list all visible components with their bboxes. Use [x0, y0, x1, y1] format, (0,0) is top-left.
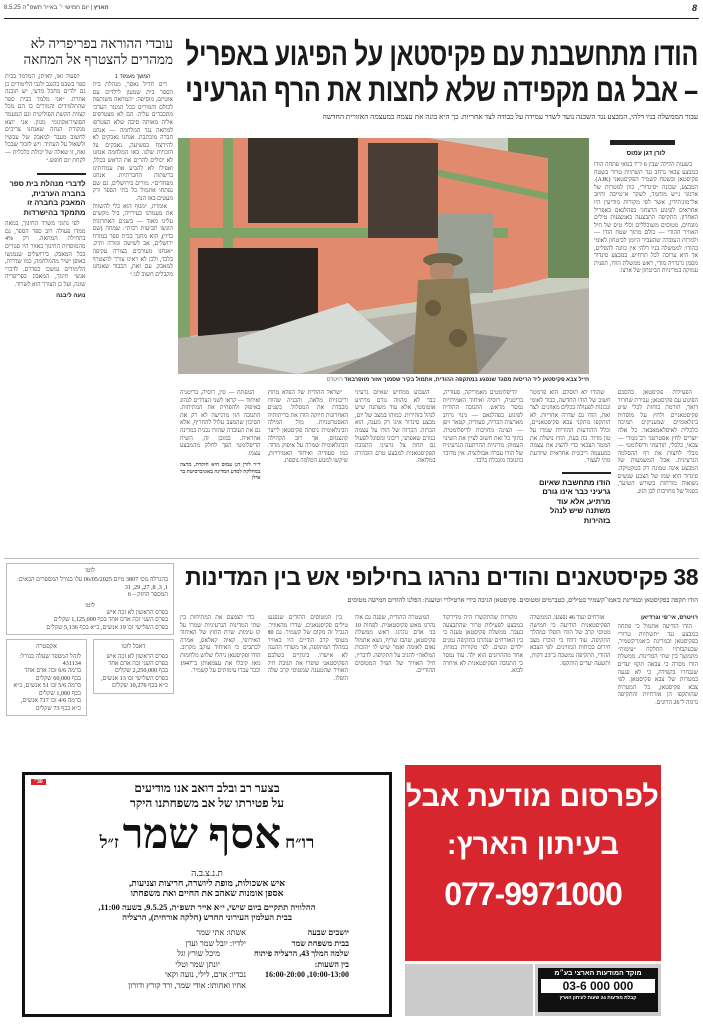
column [355, 390, 436, 552]
caption-line [327, 377, 589, 383]
headline-line-2-wrap [180, 72, 698, 108]
promo-phone-wrap [405, 869, 661, 919]
prize-line: 431134 [62, 660, 81, 668]
main-subhead-wrap [180, 112, 698, 121]
headline-line-2: – אבל גם מקפידה שלא לחצות את הרף הגרעיני [185, 72, 698, 108]
page-number: 8 [691, 3, 697, 13]
column [180, 390, 261, 552]
column [268, 390, 349, 552]
byline-bar [610, 140, 675, 145]
name: אסף שמר [122, 812, 282, 858]
shiva-line: 16:00-20:00 ,10:00-13:00 [265, 970, 349, 979]
ad-center-label [538, 968, 658, 1012]
subhead-rule [37, 173, 85, 175]
column-text [93, 82, 174, 279]
paragraph: לפי נתוני משרד החינוך, במאה ממדו פעולה רוב ספר הספר, גם בתחילת המחאה. רק 4% מהמוסדות החינוך באזור היו סגורים בכל המאבק. בירושלים שגמגשו באופן ישיר מהמלחמה, כמו שדרות, הלימודים נמשכו כסדרם. לדברי אנשי חינוך, המאבק בפריפריה שונה, ועל כן הצורך הוא לשרוד. [5, 221, 86, 288]
family-line: יונתן שמר וטלי [175, 959, 220, 969]
second-subhead: הודו תקפה בפקיסטאן ובמרינת כ'אמו־קשמיר בטילים, כטב"מים ומטוסים. פקיסטאן הגיבה בירי ארטילרי וטוענת: הפלנו להודים חמישה מטוסים [347, 597, 698, 604]
paragraph: רים חדיל נאסר, מנהלת בית הספר בית שמעון לילדים עם אוטיזם, מוסיפה: ״המחאה משותפת לכולם והמורים בכל המגזר הערבי מתכבדים עליה. הם לא מצטרפים אליה מאותה סיבה שלא הצטרפו למחאה נגד המלחמה — אנחנו חברה מוכתבת. אנחנו נאבקים לא להירצח בפשיעה, נאבקים על הזכויות שלנו. באו המלחמה אנחנו לא יכולים להרים את הראש בכלל, ואפילו לא להביע את עמדותינו ברשתות החברתיות. אנחנו מפחדים״. מורים בירושלים, גם שם נפתחו אתמול כל בתי הספר ורק מעטים באו הנה. [92, 82, 173, 202]
extra-box [6, 639, 87, 716]
shiva-line: בין השעות: [314, 959, 349, 969]
author-note: ד״ר לורן דגן עמוס היא חוקרת, מרצה במחלקה למדע המדינה באוניברסיטת בר אילן [180, 462, 261, 482]
column-text [5, 74, 86, 165]
lottery-area [6, 563, 174, 716]
reporter: נועה ליבנה [56, 293, 86, 300]
pull-quote-rule [562, 472, 610, 474]
right-column-text [594, 162, 698, 384]
prize-line: ברמה 4/6 זכו 717 אנשים, כ״א בכף 73 שקלים [20, 697, 81, 712]
family-list [35, 928, 246, 991]
column [443, 615, 524, 753]
deceased-name [25, 813, 389, 866]
column-text [5, 221, 86, 289]
side-columns [5, 74, 173, 554]
ad-line: בצער רב ובלב דואב אנו מודיעים [134, 781, 280, 795]
main-headline [180, 36, 698, 108]
column [530, 390, 611, 552]
paragraph: הפעילות פקיסטאן בהסכם הפיגוע עם פקיסטאן; עבירת שחרור דואר, הזרמת כוחות לכלי שיט פקיסטאניים ולחץ על מוסדות בינלאומיים שמעניקים תמיכה כלכלית לאיסלאמאבאד. כל אלה יוצרים לחץ אסטרטגי רב־ממדי — צבאי, כלכלי, תודעתי ודיפלומטי — מבלי לחצות את רף ההסלמה הגרעינית. אבל המשמעות של המבצע אינה טמונה רק בטקטיקה. סינדור הוא שמו של הצבע שנשים נשואות מורחות בשורש השיער, כסמל של מחויבות לבן הזוג. [617, 390, 698, 495]
ad-center-note: קבלת מודעות 24 שעות לעיתון הארץ [559, 996, 637, 1001]
paragraph: השבוע ממחיש שאיום גרעיני כבר לא מהווה גורם מרתיע אוטומטי, אלא עוד משתנה שיש לנהל בזהירות. כמוהו במצב של יום, מבצע סינדור אינו רק מענה, הוא הכרזה. הכרזה של הודו על עצמה כגורם שאפתני, ריבוני ומסוגל לפעול גם תחת צל גרעיני. התגובה הפקיסטאנית למבצע טרם הובהרה במלואה. [355, 390, 436, 465]
prize-line: בפרס הראשון לא זכה איש [106, 609, 168, 617]
paragraph: אומרת, ״מנוף הוא כלי להשוות את מעמדנו בעירייה, ביל מקשים עלינו מאוד — בשנים האחרונות הוגשו תביעות רבות״. שמחה (שם בדוי), הוא מחנך בבית ספר במזרח ירושלים, אב לשישה ומורה ותיק. ״אנחנו מעורבים בצורה עקיפה בלבד, ולכן לא ראינו צורך להצטרף למאבק. עם זאת, הכבוד שאנחנו מקבלים חשוב לנו.״ [92, 203, 173, 278]
lotto-subtitle: לוטו [85, 601, 95, 609]
caption-text: חייל צבא פקיסטאן ליד הריסות מסגד שנפגע במתקפה ההודית, אתמול בקיר שסמוך אזור מוזפרבאד [344, 377, 589, 383]
date-line: יום חמישי י׳ באייר תשפ״ה 8.5.25 [4, 5, 89, 11]
prize-line: לזהל המספר שעלה בגורל: [19, 652, 81, 660]
shiva-line: שלמה המלך 43, הרצליה פיתוח [253, 949, 349, 958]
paragraph: המפתח — סין, רוסיה, בריטניה ואיחוד — קראו לשני הצדדים לנהוג באיפוק ולהפחית את המתיחות. התגובה הזו מדגישה לא רק את הסיכון שהמצב עלול להחריף, אלא גם את העובדה שהודו נבנית כמדינה אחראית. במובן זה, השיח הדיפלומטי הפך לחלק מהמבצע עצמו. [180, 390, 261, 457]
family-line: אשתו: אתי שמר [196, 928, 246, 937]
name-prefix: רו״ח [285, 833, 315, 852]
column [355, 615, 436, 753]
prize-line: ברמה 6/6 זכה אדם אחד [24, 667, 81, 675]
headline-line-1: הודו מתחשבנת עם פקיסטאן על הפיגוע באפריל [185, 36, 698, 72]
paragraph: שהודו לא תוסלם. הוא פרמטר חשוב של הודו החדשה, כבוד לאומי ונכונות לפעולה בכלים מאוזנים. לצד זאת, הודו גם שדרה אחריות. לא הותקפו מתקני צבא פקיסטאניים, וכלל ההודעות ההודיות שמרו על טון מדוד. בה בעת, הודו נושלת את הממד הצבאי כדי להציג את עצמה כמעצמה ריבונית אחראית שיודעת מתי לעצור. [530, 390, 611, 465]
prize-line: בכף 60,000 שקלים [35, 674, 81, 682]
ad-line: ת.נ.צ.ב.ה [191, 868, 223, 878]
ad-line: איש אשכולות, מופת ליושרה, חריצות וצניעות, [128, 878, 286, 888]
second-headline: 38 פקיסטאנים והודים נהרגו בחילופי אש בין המדינות [185, 564, 698, 590]
headline-line-1-wrap [180, 36, 698, 72]
byline: לורן דגן עמוס [626, 150, 666, 157]
ad-line: על פטירתו של אב משפחתנו היקר [129, 796, 285, 810]
prize-line: בפרס השלישי זכו 19 אנשים, כ״א בכף 5,136 שקלים [46, 623, 168, 631]
paragraph: המשטרה ההודית, שפנה גם אלו נהרגו מאש פקיסטאנית. לפחות 10 בני אדם נהרגו. ראש ממשלת פקיסטאן, שהבז שריף, נשא אתמול נאום לאומה ואמר שיש לו ״הזכות המלאה״ להגיב על התקיפה. לדבריו, חיל האוויר של הפיל המטוסים ההודיים. [355, 615, 436, 675]
main-photo [178, 138, 589, 374]
promo-line: בעיתון הארץ: [446, 829, 620, 861]
lotto-text: בהגרלה מס׳ 3807 מיום 06/05/2025 עלו בגורל המספרים הבאים: [17, 576, 168, 584]
paragraph: לדיפלומטים מאמריקה, סעודיה, בריטניה, רוסיה ואיחוד האמירויות נמסר מראש. התגובה ההודית לפיגוע בפהלגאם — גינוי נרחב מארצות הברית, סעודיה, קטאר ויפן — הציגה מחויבות לדיפלומטיה. בתוך כל זאת חשוב לציין את השינוי העמוק: מדיניות ההרתעה הגרעינית של הודו עברה אבולוציה. אין מדובר בתגובה מוגבלת בלבד. [442, 390, 523, 465]
paragraph: בשעות הלילה שבין 6 ל־7 במאי פתחה הודו במבצע צבאי נרחב נגד תשתיות טרור בשטח פקיסטאן ובשטח קשמיר הפקיסטאני (AJK). המבצע, שכונה ״סינדור״, כוון למטרות של ארגוני ג׳יש מוחמד, לשקר א־טייבה וחיזב אל־מוג׳הידין, אשר לפי מקורות מודיעין היו אחראים לפיגוע הרצחני בפהלגאם באפריל האחרון. התקיפה התבצעה באמצעות טילים מונחים, מטוסים משוכללים וכלי טיס של חיל האוויר ההודי — כולם מתוך שטח הודו — ולמרות העובדה שהעביר היומן לביטחון לאומי בהודו: לממשלה בניו דלהי אין כוונה להסלים, אך היא ערוכה לכל תרחיש. במבצע סינדור מסמן נרנדרה מודי, ראש ממשלת הודו, תפנית עמוקה במדיניות הביטחון של ארצו. [594, 162, 698, 275]
column [618, 390, 699, 552]
prize-line: בפרס הראשון לא זכה איש [106, 652, 168, 660]
family-line: נכדיו: אדם, לילי, נועה וקאי [164, 970, 246, 979]
ad-bottom [25, 922, 389, 991]
ad-center-phone: 03-6 000 000 [541, 979, 655, 993]
name-suffix: ז״ל [99, 833, 119, 852]
paragraph: מקורות שהתקשרו היה מדירקוד במבצע לפעילות טרור שהתבצעה בעבר. ממשלת פקיסטאן טענה כי בין האזרחים שנהרגו בתקיפה נמנים ילדים ונשים. לפי מקורות במחוז, אחד מההרוגים הוא ילד. עוד נמסר כי התגובה הפקיסטאנית לא איחרה לבוא. [442, 615, 523, 675]
shiva-line: יושבים שבעה [307, 928, 349, 937]
lotto-small-boxes [6, 639, 174, 716]
paper-name: הארץ [93, 5, 109, 11]
photo-credit: רויטרס [326, 377, 343, 383]
family-line: מיכל שורץ וגל [177, 949, 220, 958]
section-rule [4, 558, 699, 559]
column [618, 615, 699, 753]
promo-phone: 077-9971000 [444, 876, 622, 912]
lotto-title: לוטו [85, 567, 95, 574]
pull-quote: הודו מתחשבת שאיום גרעיני כבר אינו גורם מרתיע, אלא עוד משתנה שיש לנהל בזהירות [538, 477, 611, 525]
ad-line: ההלוויה תתקיים ביום שישי, י״א אייר תשפ״ה, 9.5.25, בשעה 11:00, [98, 902, 316, 912]
continued-label: המשך מעמוד 1 [115, 74, 151, 80]
lotto-box [6, 563, 174, 635]
side-story [5, 36, 173, 554]
lotto-strong: המספר החזק – 6 [127, 591, 168, 599]
mourning-ad [22, 772, 392, 1017]
paragraph: אזרחים ועוד 46 נפצעו. הממשלה הפקיסטאנית הודיעה כי חמישה מטוסי קרב של הודו הופלו במהלך התקיפה. עוד דווח כי הוכרז מצב חירום בכוחות המזוינים. לפי הצבא ההודי, התקיפה נמשכה ב־23 דקות, ותשעה יעדים הותקפו. [530, 615, 611, 667]
column [443, 390, 524, 552]
prize-line: בפרס השלישי זכו 13 אנשים, כ״א בכף 10,276 שקלים [100, 674, 168, 690]
ad-line: אספן אומנות שאהב את החיים ואת משפחתו [130, 888, 284, 898]
second-headline-wrap [180, 563, 698, 591]
shiva-line: בבית משפחת שמר [291, 938, 349, 948]
page-header-date: הארץ | יום חמישי י׳ באייר תשפ״ה 8.5.25 [4, 5, 109, 11]
prize-line: בפרס השני זכה אדם אחד [108, 660, 168, 668]
prize-line: ברמה 5/6 זכו 51 אנשים, כ״א בכף 1,000 שקלים [13, 682, 81, 697]
extra-title: אקסטרה [36, 643, 57, 651]
side-subhead: לדברי מנהלת בית ספר בחברה הערבית, המאבק בחברה זו מתמקד בהישרדות [9, 179, 86, 217]
column [5, 74, 86, 554]
ad-center-title: מוקד המודעות הארצי בע״מ [554, 970, 642, 977]
column [530, 615, 611, 753]
column [268, 615, 349, 753]
column [93, 74, 174, 554]
paragraph: לפעול ואז, לאיתן, המלמד בבית ספר בשבט בהנגב ולגבי הלימודים כן גם ילדים מחכל מדעי, יש תובנה אחרת. ״אני מלמד בבית ספר שהתלמידים והמורים בו הם מכל קצוות הקשת הפוליטית וגם המעמד הסוציו־אקונומי מגוון. אני יוצא מנקודת הנחה שאנחנו צריכים לחשוב מעבר למאבק של עכשיו ולשאול על העתיד. ויש לזכור שבכל זאת, זו שאלה של יכולת כלכלית — לקחת יום חופש.״ [5, 74, 86, 164]
family-line: ילדיו: יובל שמר ועדן [185, 938, 246, 948]
main-body-columns [180, 390, 698, 552]
promo-line: לפרסום מודעת אבל [406, 781, 660, 813]
paragraph: ישראל ההודית של הפלא מחוץ וריבוניות מלאה, והבניה שהודו מכבדת את המסלול. בשנים האחרונות חיזקה הודו את בריתותיה האסטרטגיות. מול המילה הבינלאומית ניסתה פקיסטאן לייצר קונצנזוס, אך רוב הקהילה הבינלאומית שמרה על איפוק מדוד. כמו סעודיה ואיחוד האמירויות, שיקשו למנוע הסלמה נוספת. [267, 390, 348, 465]
ad-size-badge: 30״ [31, 779, 46, 785]
column [180, 615, 261, 753]
promo-ad [405, 765, 661, 961]
promo-line-1-wrap [405, 773, 661, 821]
paragraph: הודו הודיעה אתמול כי פתחה במבצע נגד ״תשתיות טרור״ בפקיסטאן ובמרינת כ׳אמו־קשמיר, שבעקבותיו התלקח ״עימות״ מתמשך בין שתי המדינות. ממשלת הודו מסרה כי צבאה תקף יעדים שנבחרו בקפידה, כי לא פגעה במטרות של צבא פקיסטאן. לפי צבא פקיסטאן, כל המטרות שהותקפו הן אזרחיות והתקיפה גרמה ל־26 הרוגים. [617, 624, 698, 706]
second-body-columns [180, 615, 698, 753]
photo-soldier-rubble [178, 138, 589, 374]
prize-line: בפרס השני זכה אדם אחד בכף 1,125,000 שקלים [53, 616, 168, 624]
paragraph: בין המטוסים ההודים שנפגעו טילים פקיסטאנים. שדרו מהאוויר. הגביל זה מקום של קשמיר. גם 80 מטוסי קרב הודיים היו באוויר במהלך המתקפה, אך משרדי ההגנה לא אישרו. בינתיים בשלבם הפקיסטאני שיפרו את תגובת חיל האוויר שהטענה שמטוסי קרב שלה הופלו. [267, 615, 348, 682]
double-title: דאבל לוטו [121, 643, 146, 651]
side-headline: עובדי ההוראה בפריפריה לא ממהרים להצטרף אל המחאה [23, 36, 173, 67]
paragraph: כדי לצמצם את המתיחות בין שתי המדינות הגרעיניות שמרו על קו עימות. שרת החוץ של האיחוד האירופי, קאיה קאלאס, אמרה לכתבים כי האיחוד עוקב מקרוב. הודו ופקיסטאן ניהלו שלוש מלחמות מאז קיבלו את עצמאותן ב־1947 וכבר עברו עימותים על קשמיר. [180, 615, 261, 675]
photo-caption [178, 377, 589, 383]
ad-line: בבית העלמין העירוני החדש (חלקה אורחית), הרצליה [122, 912, 292, 922]
shiva-info [254, 928, 379, 991]
double-lotto-box [93, 639, 174, 693]
lotto-numbers: 1, 3, 8, 27, 29, 31 [124, 583, 168, 591]
prize-line: בכף 2,250,000 שקלים [114, 667, 168, 675]
header-rule [4, 18, 699, 19]
byline: רויטרס, אי־פי וגרדיאן [641, 615, 698, 621]
promo-line-2-wrap [405, 821, 661, 869]
gray-ad-slot-left [405, 964, 533, 1016]
main-subhead: עבור הממשלה בניו דלהי, המבצע נגד השכנה נועד לשדר עמידה על כבודה לצד אחריות. כך היא בונה את עצמה כמעצמה האזורית החדשה [322, 112, 698, 121]
family-line: אחיו ואחותו: אודי שמר, ורד קורץ ודורון [128, 980, 246, 990]
second-subhead-wrap [180, 597, 698, 604]
